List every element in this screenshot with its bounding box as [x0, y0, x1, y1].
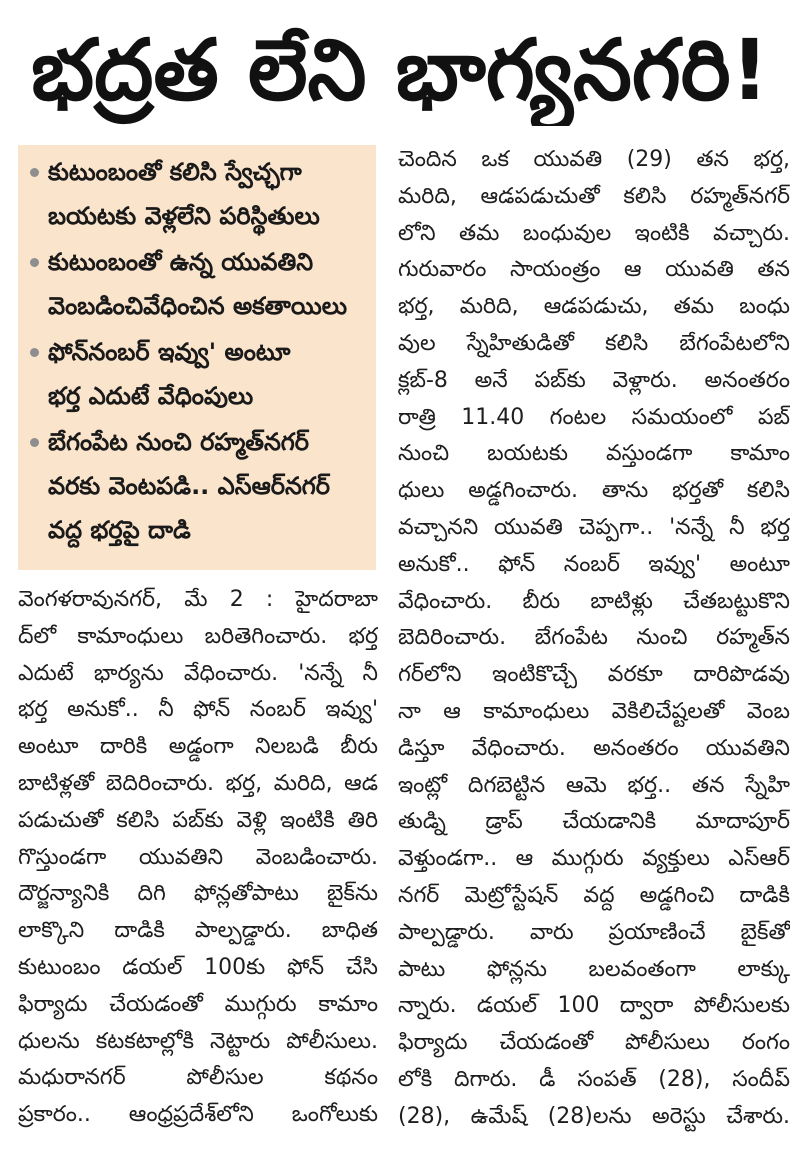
highlight-line: కుటుంబంతో ఉన్న యువతిని [48, 248, 314, 276]
highlight-item [18, 420, 376, 552]
article-line: గురువారం సాయంత్రం ఆ యువతి తన [398, 257, 790, 283]
article-line: పాల్పడ్డారు. వారు ప్రయాణించే బైక్‌తో [398, 919, 790, 945]
article-line: భర్త అనుకో.. నీ ఫోన్ నంబర్ ఇవ్వు' [18, 697, 378, 723]
left-column [18, 582, 378, 1138]
right-column [398, 142, 790, 1138]
article-line: (28), ఉమేష్ (28)లను అరెస్టు చేశారు. [398, 1103, 790, 1129]
article-line: డిస్తూ వేధించారు. అనంతరం యువతిని [398, 735, 790, 761]
article-line: ధులు అడ్డగించారు. తాను భర్తతో కలిసి [398, 478, 790, 504]
article-line: చెందిన ఒక యువతి (29) తన భర్త, [398, 147, 790, 172]
highlight-item [18, 240, 376, 328]
article-line: ధులను కటకటాల్లోకి నెట్టారు పోలీసులు. [18, 1028, 378, 1054]
article-line: ఫిర్యాదు చేయడంతో ముగ్గురు కామాం [18, 991, 378, 1017]
article-line: రాత్రి 11.40 గంటల సమయంలో పబ్ [398, 404, 790, 430]
article-line: అనుకో.. ఫోన్ నంబర్ ఇవ్వు' అంటూ [398, 551, 790, 577]
highlight-line: వద్ద భర్తపై దాడి [48, 516, 191, 544]
article-line: గర్‌లోని ఇంటికొచ్చే వరకూ దారిపొడవు [398, 662, 790, 688]
article-line: లాక్కొని దాడికి పాల్పడ్డారు. బాధిత [18, 918, 378, 944]
bullet-icon [30, 168, 39, 177]
article-line: బాటిళ్లతో బెదిరించారు. భర్త, మరిది, ఆడ [18, 770, 378, 796]
article-line: లోకి దిగారు. డీ సంపత్ (28), సందీప్ [398, 1066, 790, 1092]
article-line: వుల స్నేహితుడితో కలిసి బేగంపేటలోని [398, 330, 790, 356]
highlights-box [18, 145, 376, 570]
bullet-icon [30, 348, 39, 357]
article-line: ఫిర్యాదు చేయడంతో పోలీసులు రంగం [398, 1030, 790, 1056]
article-line: పాటు ఫోన్లను బలవంతంగా లాక్కు [398, 956, 790, 982]
article-line: మధురానగర్ పోలీసుల కథనం [18, 1065, 378, 1091]
article-line: వేధించారు. బీరు బాటిళ్లు చేతబట్టుకొని [398, 588, 790, 614]
highlight-line: వరకు వెంటపడి.. ఎస్‌ఆర్‌నగర్ [48, 472, 331, 500]
article-line: ప్రకారం.. ఆంధ్రప్రదేశ్‌లోని ఒంగోలుకు [18, 1102, 378, 1128]
highlight-line: బేగంపేట నుంచి రహ్మత్‌నగర్ [48, 428, 310, 456]
highlight-line: భర్త ఎదుటే వేధింపులు [48, 382, 254, 410]
article-line: గొస్తుండగా యువతిని వెంబడించారు. [18, 844, 378, 870]
article-line: ద్‌లో కామాంధులు బరితెగించారు. భర్త [18, 623, 378, 649]
article-line: నగర్ మెట్రోస్టేషన్ వద్ద అడ్డగించి దాడికి [398, 882, 790, 908]
highlight-line: ఫోన్‌నంబర్ ఇవ్వు' అంటూ [48, 338, 291, 366]
article-line: దౌర్జన్యానికి దిగి ఫోన్లతోపాటు బైక్‌ను [18, 881, 378, 907]
bullet-icon [30, 258, 39, 267]
article-line: నుంచి బయటకు వస్తుండగా కామాం [398, 441, 790, 467]
bullet-icon [30, 438, 39, 447]
article-line: ఎదుటే భార్యను వేధించారు. 'నన్నే నీ [18, 660, 378, 686]
article-line: భర్త, మరిది, ఆడపడుచు, తమ బంధు [398, 294, 790, 320]
article-line: లోని తమ బంధువుల ఇంటికి వచ్చారు. [398, 220, 790, 246]
highlight-line: బయటకు వెళ్లలేని పరిస్థితులు [48, 202, 320, 230]
article-line: తుడ్ని డ్రాప్ చేయడానికి మాదాపూర్ [398, 809, 790, 835]
article-line: మరిది, ఆడపడుచుతో కలిసి రహ్మత్‌నగర్ [398, 183, 790, 209]
article-line: నా ఆ కామాంధులు వెకిలిచేష్టలతో వెంబ [398, 698, 790, 724]
article-line: ఇంట్లో దిగబెట్టిన ఆమె భర్త.. తన స్నేహి [398, 772, 790, 798]
article-line: న్నారు. డయల్ 100 ద్వారా పోలీసులకు [398, 993, 790, 1019]
highlight-item [18, 330, 376, 418]
article-line: కుటుంబం డయల్ 100కు ఫోన్ చేసి [18, 954, 378, 980]
article-line: వెంగళరావునగర్, మే 2 : హైదరాబా [18, 587, 378, 612]
highlight-line: కుటుంబంతో కలిసి స్వేచ్ఛగా [48, 158, 302, 186]
article-line: పడుచుతో కలిసి పబ్‌కు వెళ్లి ఇంటికి తిరి [18, 807, 378, 833]
highlight-line: వెంబడించివేధించిన అకతాయిలు [48, 292, 348, 320]
article-line: అంటూ దారికి అడ్డంగా నిలబడి బీరు [18, 734, 378, 760]
article-line: వచ్చానని యువతి చెప్పగా.. 'నన్నే నీ భర్త [398, 514, 790, 540]
article-line: బెదిరించారు. బేగంపేట నుంచి రహ్మత్‌న [398, 625, 790, 651]
highlight-item [18, 150, 376, 238]
headline: భద్రత లేని భాగ్యనగరి! [31, 21, 769, 119]
article-line: వెళ్తుండగా.. ఆ ముగ్గురు వ్యక్తులు ఎస్‌ఆర్ [398, 846, 790, 872]
article-line: క్లబ్-8 అనే పబ్‌కు వెళ్లారు. అనంతరం [398, 367, 790, 393]
